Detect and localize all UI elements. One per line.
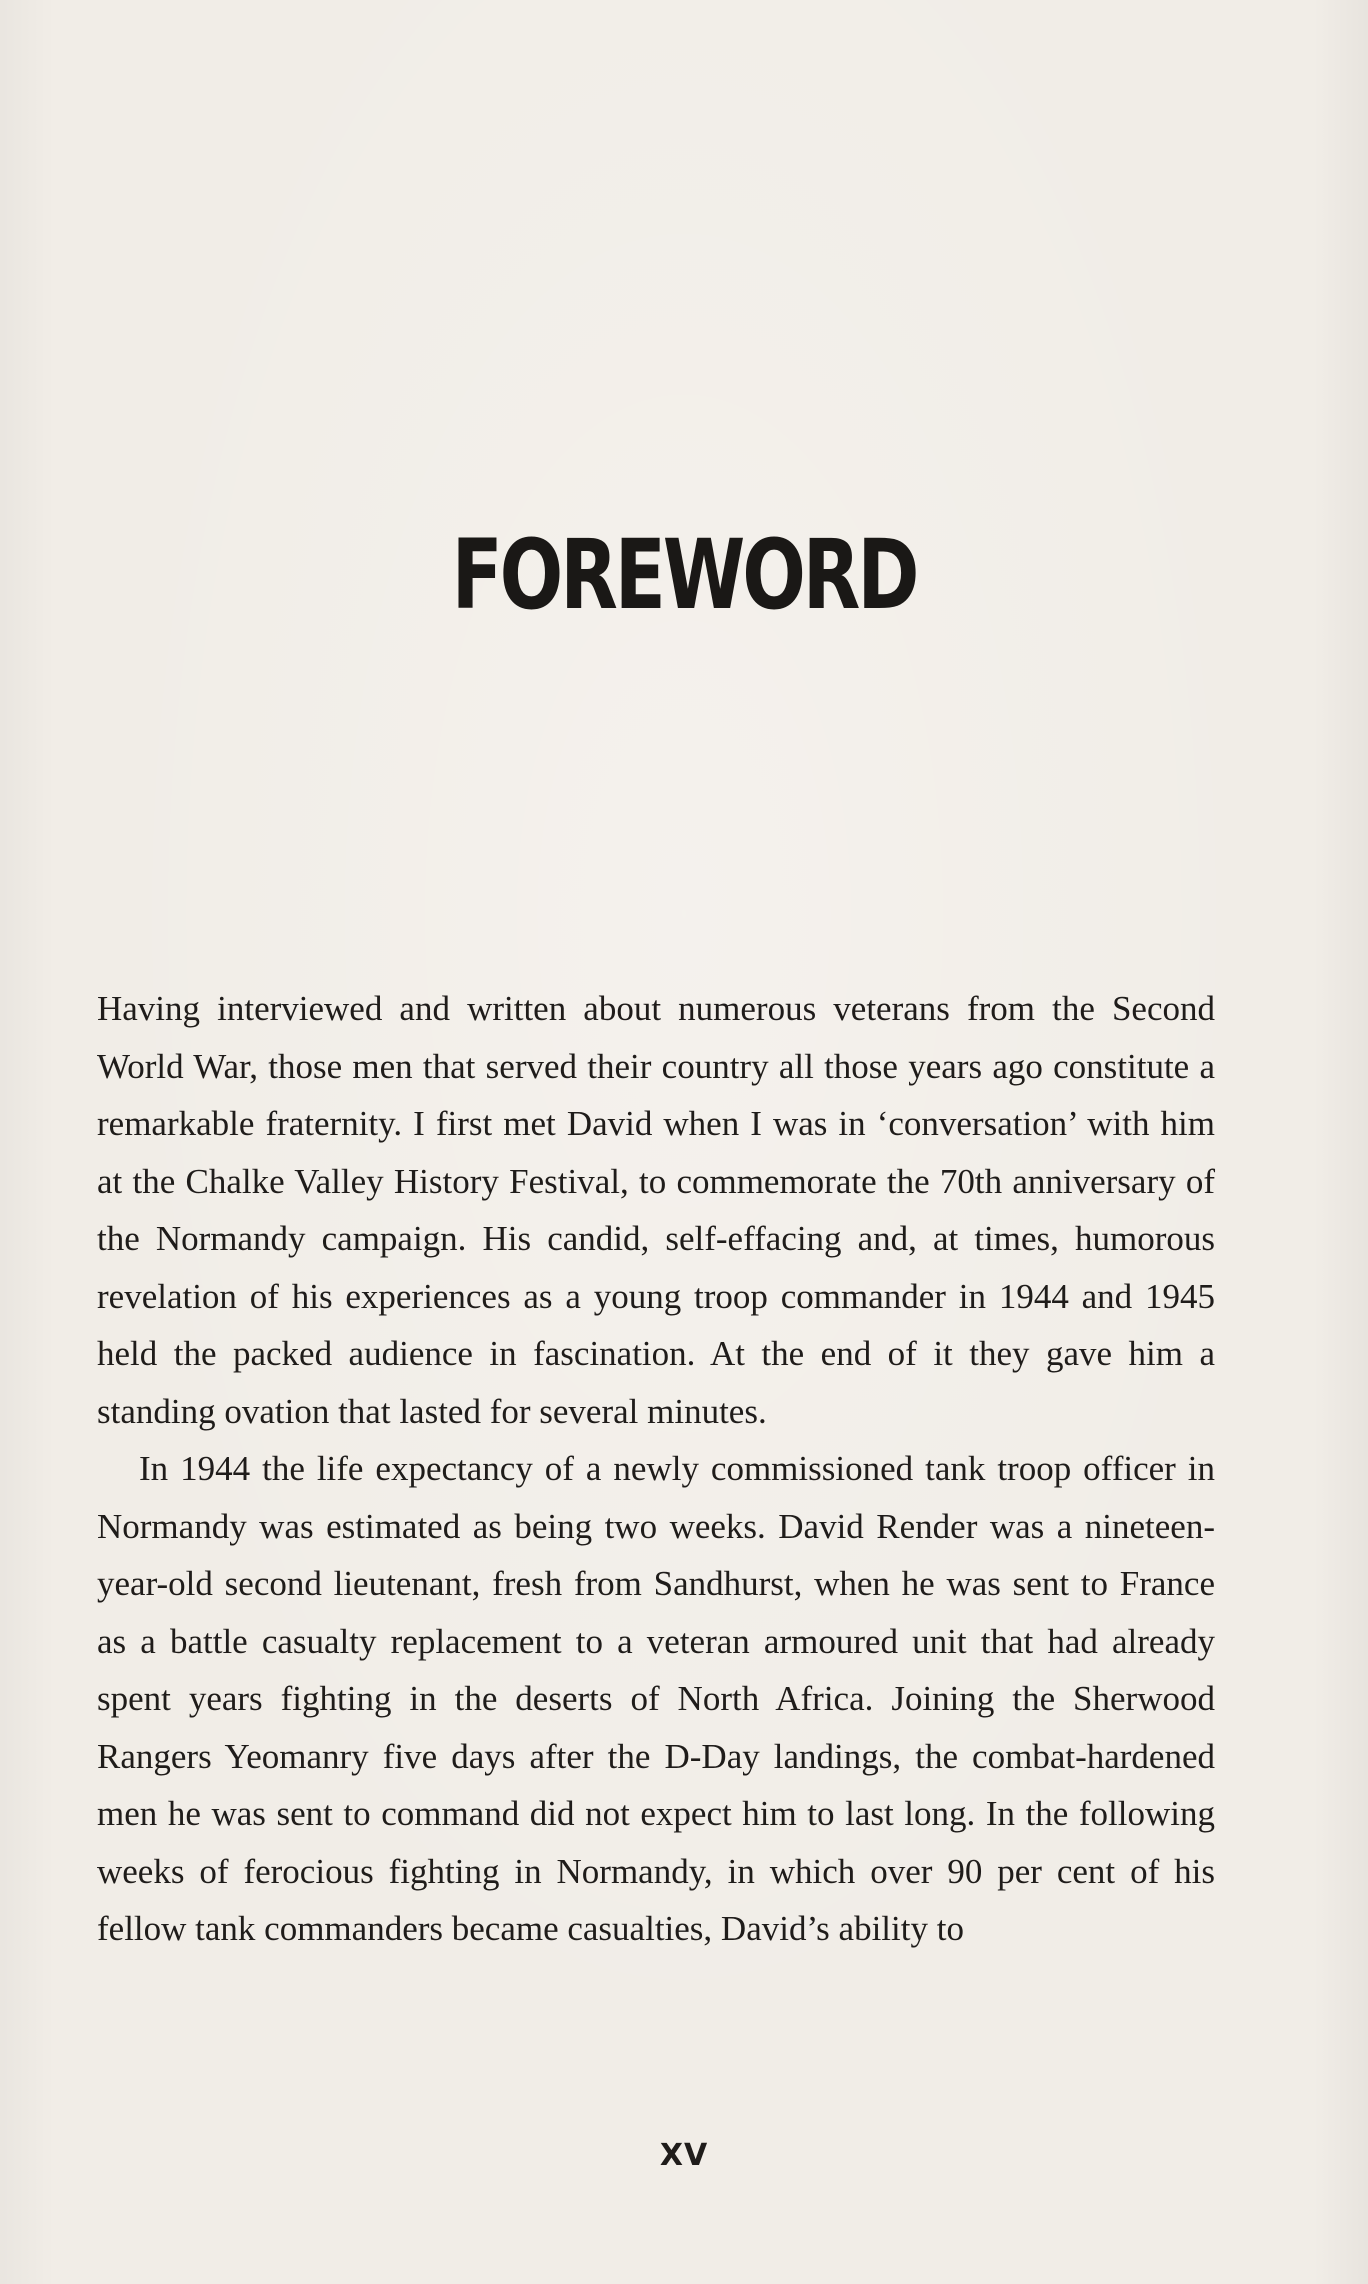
paragraph-1: Having interviewed and written about numerous veterans from the Second World War, those men that served their country all those years ago constitute a remarkable fraternity. I first met David when I was in ‘conversation’ with him at the Chalke Valley History Festival, to commemorate the 70th anniversary of the Normandy campaign. His candid, self-effacing and, at times, humorous revelation of his experiences as a young troop commander in 1944 and 1945 held the packed audience in fascination. At the end of it they gave him a standing ovation that lasted for several minutes. bbox=[97, 989, 1215, 1431]
body-text bbox=[97, 980, 1215, 1958]
paragraph-2: In 1944 the life expectancy of a newly commissioned tank troop officer in Normandy was estimated as being two weeks. David Render was a nineteen-year-old second lieutenant, fresh from Sandhurst, when he was sent to France as a battle casualty replacement to a veteran armoured unit that had already spent years fighting in the deserts of North Africa. Joining the Sherwood Rangers Yeomanry five days after the D-Day landings, the combat-hardened men he was sent to command did not expect him to last long. In the following weeks of ferocious fighting in Normandy, in which over 90 per cent of his fellow tank commanders became casualties, David’s ability to bbox=[97, 1449, 1215, 1948]
page-number: XV bbox=[659, 2138, 709, 2173]
chapter-title: FOREWORD bbox=[451, 519, 917, 631]
